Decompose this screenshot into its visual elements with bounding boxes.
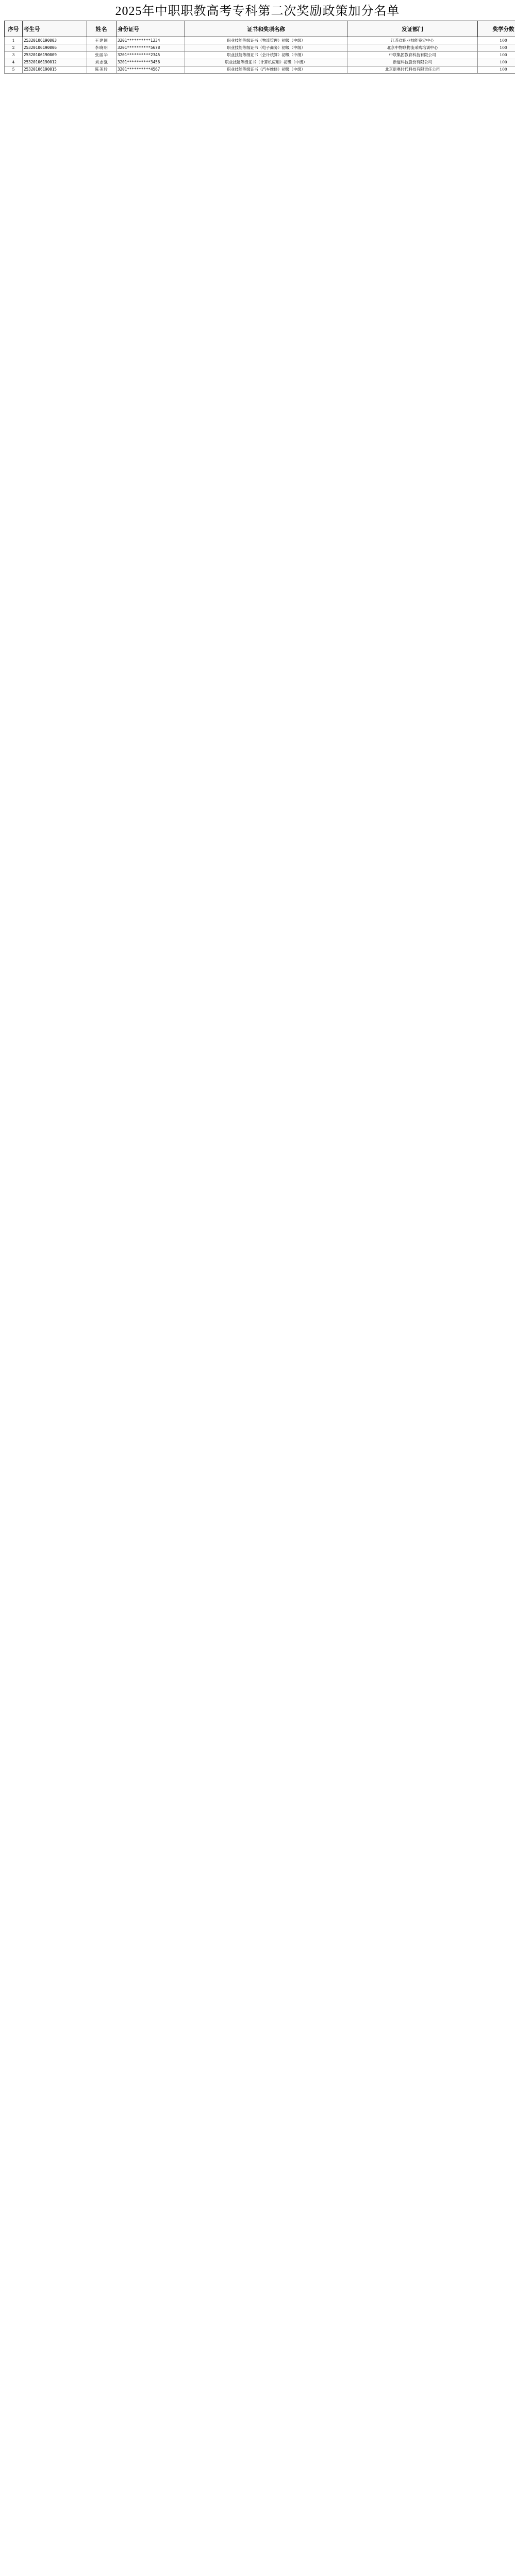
cell-seq: 2: [5, 44, 23, 52]
cell-id-no: 3201**********3456: [117, 59, 185, 66]
cell-seq: 1: [5, 37, 23, 44]
page-title: 2025年中职职教高考专科第二次奖励政策加分名单: [115, 5, 400, 18]
cell-org: 新道科技股份有限公司: [347, 59, 478, 66]
cell-points: 100: [478, 66, 515, 73]
header-org: 发证部门: [347, 21, 478, 37]
table-header: [5, 21, 515, 37]
cell-name: 王建国: [87, 37, 117, 44]
cell-cert: 职业技能等级证书（会计核算）初级（中级）: [185, 52, 347, 59]
table-row: [5, 44, 515, 52]
cell-seq: 3: [5, 52, 23, 59]
cell-points: 100: [478, 44, 515, 52]
header-exam-no: 考生号: [23, 21, 87, 37]
cell-cert: 职业技能等级证书（物流管理）初级（中级）: [185, 37, 347, 44]
cell-org: 北京新奥时代科技有限责任公司: [347, 66, 478, 73]
cell-id-no: 3201**********5678: [117, 44, 185, 52]
cell-name: 刘志强: [87, 59, 117, 66]
cell-exam-no: 25320106190003: [23, 37, 87, 44]
cell-points: 100: [478, 52, 515, 59]
table-row: [5, 37, 515, 44]
cell-name: 陈美玲: [87, 66, 117, 73]
bonus-points-table: [4, 21, 515, 74]
cell-exam-no: 25320106190015: [23, 66, 87, 73]
cell-name: 李晓明: [87, 44, 117, 52]
table-body: [5, 37, 515, 74]
cell-points: 100: [478, 59, 515, 66]
header-seq: 序号: [5, 21, 23, 37]
cell-name: 张丽华: [87, 52, 117, 59]
cell-id-no: 3201**********2345: [117, 52, 185, 59]
cell-points: 100: [478, 37, 515, 44]
cell-id-no: 3201**********4567: [117, 66, 185, 73]
cell-exam-no: 25320106190009: [23, 52, 87, 59]
header-points: 奖学分数: [478, 21, 515, 37]
header-id-no: 身份证号: [117, 21, 185, 37]
table-row: [5, 52, 515, 59]
cell-seq: 4: [5, 59, 23, 66]
header-row: [5, 21, 515, 37]
cell-id-no: 3201**********1234: [117, 37, 185, 44]
cell-cert: 职业技能等级证书（计算机应用）初级（中级）: [185, 59, 347, 66]
table-row: [5, 59, 515, 66]
cell-seq: 5: [5, 66, 23, 73]
cell-cert: 职业技能等级证书（汽车维修）初级（中级）: [185, 66, 347, 73]
cell-org: 江苏省职业技能鉴定中心: [347, 37, 478, 44]
cell-org: 中联集团教育科技有限公司: [347, 52, 478, 59]
cell-cert: 职业技能等级证书（电子商务）初级（中级）: [185, 44, 347, 52]
cell-exam-no: 25320106190006: [23, 44, 87, 52]
cell-org: 北京中物联物流采购培训中心: [347, 44, 478, 52]
table-row: [5, 66, 515, 73]
header-name: 姓名: [87, 21, 117, 37]
header-cert: 证书和奖项名称: [185, 21, 347, 37]
cell-exam-no: 25320106190012: [23, 59, 87, 66]
